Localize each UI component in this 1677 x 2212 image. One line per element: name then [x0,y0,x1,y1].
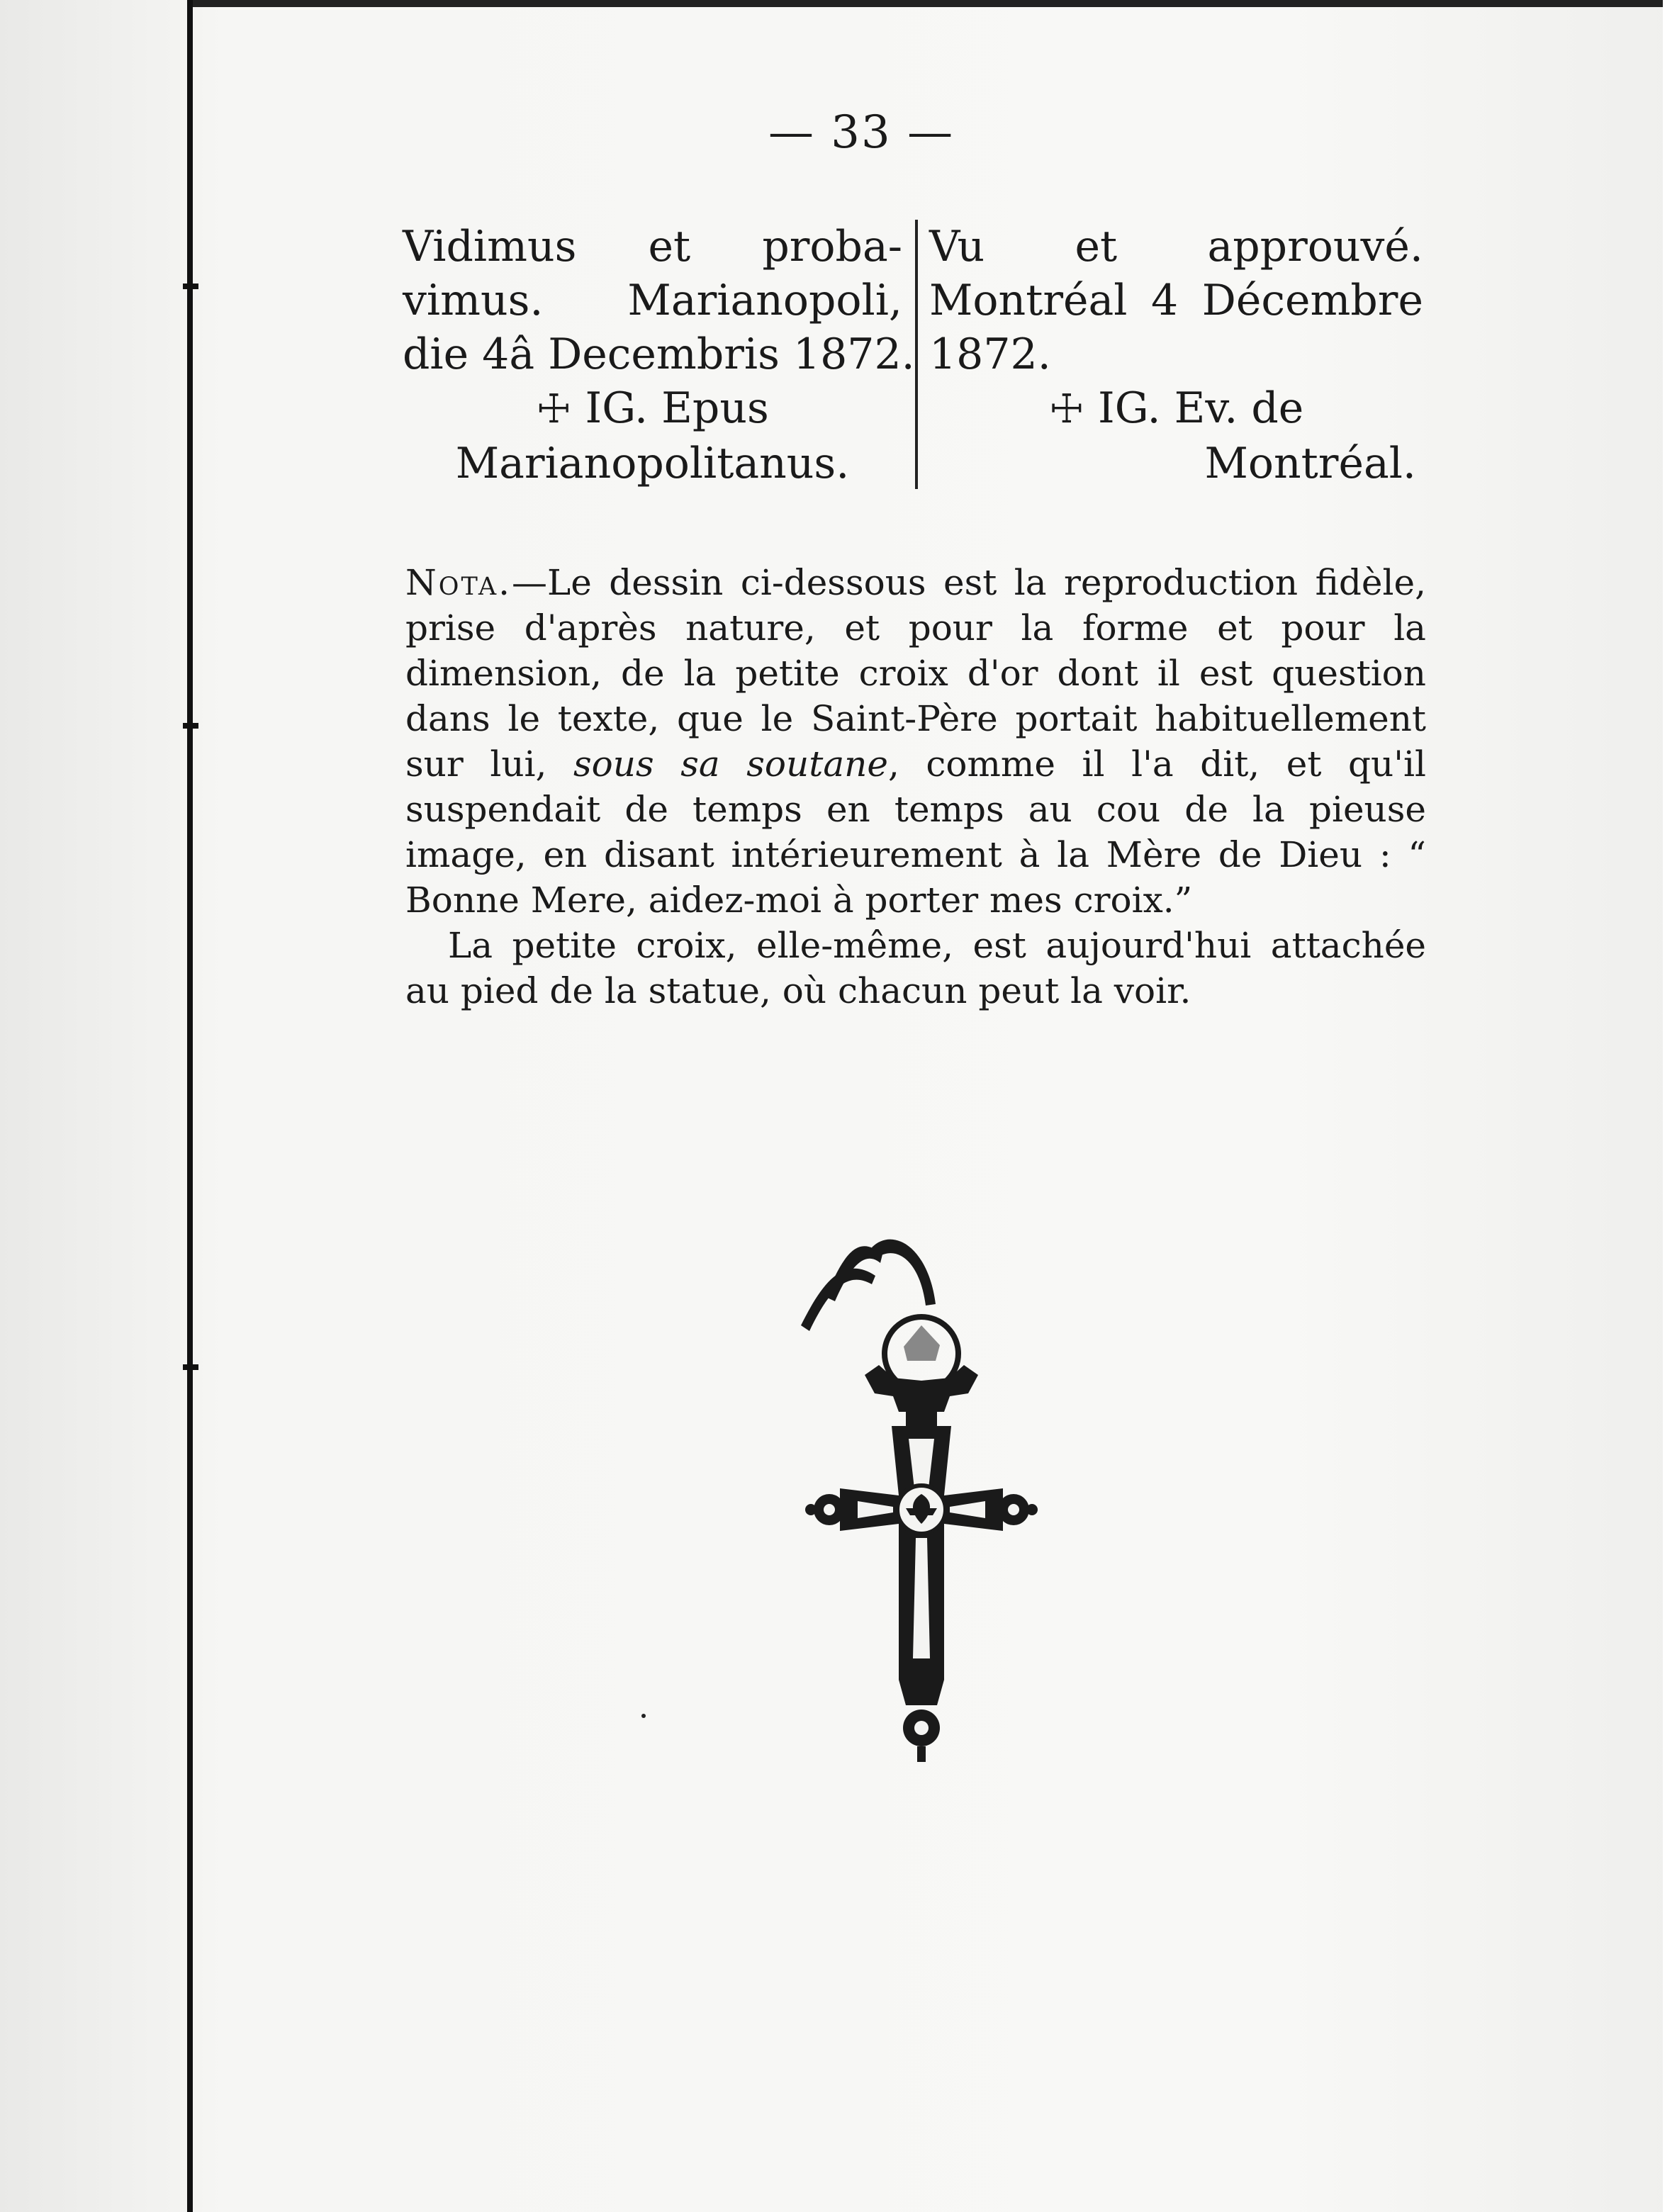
french-line: Vu et approuvé. [929,222,1423,271]
cross-center-medallion [897,1486,946,1534]
page-right-margin [1663,0,1677,2212]
latin-signature: ☩ IG. Epus [536,383,769,433]
cross-enamel [858,1439,985,1658]
latin-line: die 4â Decembris 1872. [403,330,915,379]
page-number: — 33 — [768,106,955,159]
page-top-edge [187,0,1677,7]
french-line: Montréal 4 Décembre [929,276,1423,325]
french-signature-title: Montréal. [1204,439,1416,488]
latin-signature-title: Marianopolitanus. [455,439,850,488]
nota-section [405,560,1426,1014]
binding-mark [183,723,198,729]
binding-mark [183,1364,198,1370]
latin-line: vimus. Marianopoli, [403,276,902,325]
french-signature: ☩ IG. Ev. de [1048,383,1304,433]
emphasis: sous sa soutane [573,743,888,785]
nota-paragraph: Nota.—Le dessin ci-dessous est la reproduction fidèle, prise d'après nature, et pour la forme et pour la dimension, de la petite croix d'or dont il est question dans le texte, que le Saint-Père portait habituellement sur lui, sous sa soutane, comme il l'a dit, et qu'il suspendait de temps en temps au cou de la pieuse image, en disant intérieurement à la Mère de Dieu : “ Bonne Mere, aidez-moi à porter mes croix.” [405,562,1426,921]
episcopal-cross-icon: ☩ [1048,386,1084,432]
french-line: 1872. [929,330,1051,379]
latin-approval-column [403,220,918,489]
imprimatur-block [403,220,1423,489]
french-approval-column [918,220,1423,489]
nota-paragraph: La petite croix, elle-même, est aujourd'hui attachée au pied de la statue, où chacun peut la voir. [405,925,1426,1011]
pectoral-cross-illustration [758,1226,1084,1779]
episcopal-cross-icon: ☩ [536,386,572,432]
nota-label: Nota. [405,562,512,603]
print-speck [641,1714,646,1718]
latin-line: Vidimus et proba- [403,222,902,271]
cross-bail-fill [904,1325,940,1361]
binding-edge [187,0,193,2212]
binding-mark [183,283,198,289]
cross-crown [865,1365,978,1426]
